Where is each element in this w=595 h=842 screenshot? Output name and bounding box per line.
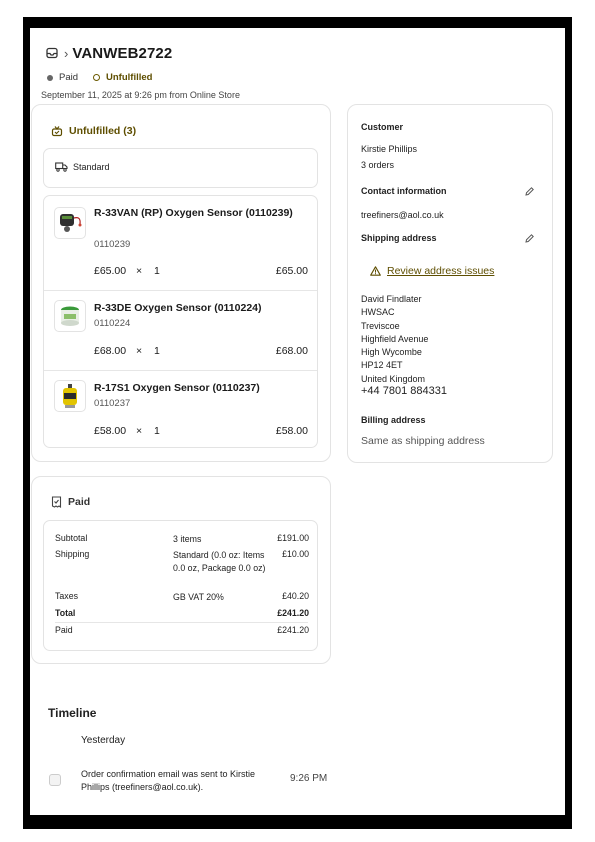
timeline-title: Timeline — [48, 706, 97, 720]
quantity: 1 — [154, 265, 160, 277]
unfulfilled-heading — [51, 125, 136, 137]
timeline-event-marker — [49, 774, 61, 786]
chevron-right-icon: › — [64, 45, 69, 61]
timeline-event-text: Order confirmation email was sent to Kirstie Phillips (treefiners@aol.co.uk). — [81, 769, 256, 792]
product-name[interactable]: R-17S1 Oxygen Sensor (0110237) — [94, 382, 260, 394]
shipping-heading: Shipping address — [361, 233, 437, 243]
page-header — [46, 44, 172, 62]
billing-value: Same as shipping address — [361, 435, 485, 447]
summary-label: Subtotal — [55, 533, 88, 543]
payment-card — [31, 476, 331, 664]
summary-detail: Standard (0.0 oz: Items 0.0 oz, Package 0.0 oz) — [173, 550, 266, 573]
package-icon — [51, 125, 63, 137]
line-item[interactable] — [44, 371, 318, 448]
summary-amount: £10.00 — [282, 549, 309, 559]
contact-heading: Contact information — [361, 186, 447, 196]
shipping-address — [361, 293, 428, 386]
payment-title: Paid — [68, 496, 91, 508]
address-line: HP12 4ET — [361, 360, 403, 371]
unit-price: £65.00 — [94, 265, 127, 277]
shipping-method-box — [43, 148, 318, 188]
inbox-icon[interactable] — [46, 47, 58, 59]
quantity: 1 — [154, 345, 160, 357]
review-address-label[interactable]: Review address issues — [387, 265, 495, 277]
times-sign: × — [136, 425, 143, 437]
status-dot-icon — [47, 75, 53, 81]
quantity: 1 — [154, 425, 160, 437]
billing-heading: Billing address — [361, 415, 426, 425]
customer-name-link[interactable]: Kirstie Phillips — [361, 144, 418, 154]
order-page — [30, 28, 565, 815]
address-line: Treviscoe — [361, 320, 400, 331]
summary-label: Shipping — [55, 549, 90, 559]
shipping-method-label: Standard — [73, 162, 110, 172]
unfulfilled-title: Unfulfilled (3) — [69, 125, 137, 137]
line-total: £68.00 — [275, 345, 308, 357]
line-items — [43, 195, 318, 448]
pencil-icon[interactable] — [524, 233, 535, 244]
summary-amount: £40.20 — [282, 591, 309, 601]
summary-detail: 3 items — [173, 534, 202, 544]
customer-heading: Customer — [361, 122, 404, 132]
line-total: £65.00 — [275, 265, 308, 277]
payment-heading — [51, 496, 90, 508]
product-thumbnail[interactable] — [54, 300, 86, 332]
page-title: VANWEB2722 — [72, 44, 173, 62]
product-thumbnail[interactable] — [54, 380, 86, 412]
pencil-icon[interactable] — [524, 186, 535, 197]
unfulfilled-card — [31, 104, 331, 462]
product-thumbnail[interactable] — [54, 207, 86, 239]
shipping-phone: +44 7801 884331 — [361, 385, 447, 397]
address-line: HWSAC — [361, 307, 395, 318]
times-sign: × — [136, 265, 143, 277]
address-line: Highfield Avenue — [361, 333, 429, 344]
summary-amount: £241.20 — [277, 625, 309, 635]
summary-detail: GB VAT 20% — [173, 592, 224, 602]
status-ring-icon — [93, 74, 100, 81]
product-sku: 0110237 — [94, 398, 131, 409]
summary-amount: £241.20 — [277, 608, 309, 618]
review-address-link[interactable] — [370, 265, 494, 277]
payment-status-badge — [47, 72, 78, 83]
unit-price: £58.00 — [94, 425, 127, 437]
address-line: David Findlater — [361, 294, 422, 304]
address-line: High Wycombe — [361, 347, 422, 358]
line-item[interactable] — [44, 291, 318, 370]
product-sku: 0110239 — [94, 239, 131, 250]
payment-status-label: Paid — [59, 72, 79, 83]
unit-price: £68.00 — [94, 345, 127, 357]
shipping-method — [55, 162, 110, 172]
customer-email-link[interactable]: treefiners@aol.co.uk — [361, 210, 444, 220]
order-subtitle: September 11, 2025 at 9:26 pm from Online Store — [41, 90, 240, 100]
line-item[interactable] — [44, 196, 318, 290]
summary-label: Total — [55, 608, 76, 618]
address-line: United Kingdom — [361, 373, 426, 384]
receipt-icon — [51, 496, 62, 508]
product-name[interactable]: R-33VAN (RP) Oxygen Sensor (0110239) — [94, 207, 293, 219]
product-name[interactable]: R-33DE Oxygen Sensor (0110224) — [94, 302, 262, 314]
summary-amount: £191.00 — [277, 533, 309, 543]
fulfillment-status-label: Unfulfilled — [106, 72, 153, 83]
truck-icon — [55, 162, 68, 172]
status-badges — [47, 72, 167, 83]
timeline-event-time: 9:26 PM — [290, 773, 328, 784]
times-sign: × — [136, 345, 143, 357]
line-total: £58.00 — [275, 425, 308, 437]
fulfillment-status-badge — [93, 72, 152, 83]
product-sku: 0110224 — [94, 318, 131, 329]
customer-card — [347, 104, 553, 463]
summary-label: Taxes — [55, 591, 78, 601]
summary-label: Paid — [55, 625, 73, 635]
timeline-day: Yesterday — [81, 735, 126, 746]
summary-divider — [55, 622, 308, 623]
payment-summary — [43, 520, 318, 651]
customer-orders-link[interactable]: 3 orders — [361, 160, 395, 170]
warning-icon — [370, 266, 381, 276]
